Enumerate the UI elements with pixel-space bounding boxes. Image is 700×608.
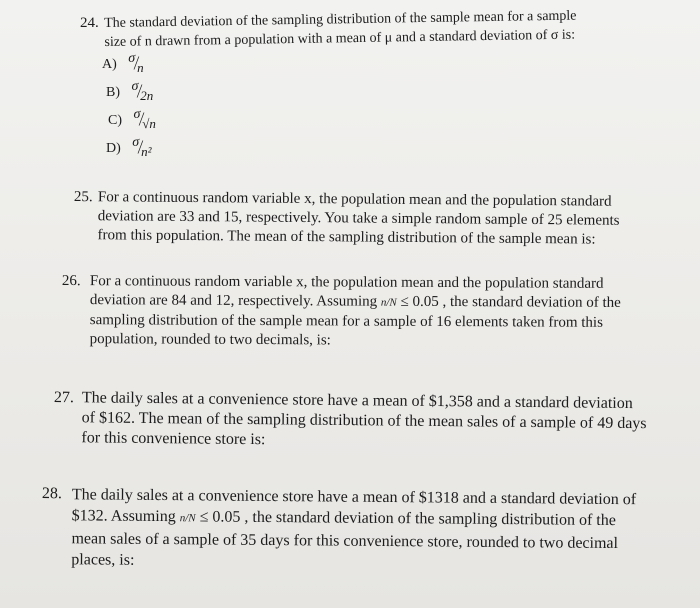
denominator: n² [141, 144, 152, 159]
fraction: σ/2n [131, 79, 154, 103]
numerator: σ [128, 51, 136, 66]
question-text [71, 484, 636, 575]
text-segment: deviation are 84 and 12, respectively. Assuming [89, 292, 378, 310]
question-number: 25. [73, 188, 93, 206]
question-27 [53, 388, 684, 455]
fraction: σ/√n [133, 107, 156, 131]
question-line: of $162. The mean of the sampling distribution of the mean sales of a sample of 49 days [81, 409, 647, 433]
option-label: D) [106, 141, 121, 156]
question-text [81, 388, 647, 454]
text-segment: ≤ 0.05 , the standard deviation of the sampling distribution of the [199, 508, 616, 530]
denominator: √n [142, 116, 156, 131]
option-b[interactable] [106, 79, 154, 103]
denominator: N [389, 296, 397, 309]
condition-fraction: n/N [179, 512, 196, 525]
denominator: N [188, 512, 196, 525]
question-line: The standard deviation of the sampling distribution of the sample mean for a sample [104, 8, 577, 31]
numerator: n [179, 512, 186, 525]
option-label: C) [108, 113, 122, 128]
numerator: σ [133, 107, 141, 122]
question-line: for this convenience store is: [81, 429, 266, 449]
fraction: σ/n² [132, 135, 152, 159]
question-line: The daily sales at a convenience store have a mean of $1,358 and a standard deviation [81, 389, 633, 413]
denominator: 2n [140, 88, 154, 103]
question-text [98, 188, 620, 250]
question-number: 24. [80, 15, 99, 31]
question-text [90, 272, 621, 352]
text-segment: $132. Assuming [71, 507, 176, 526]
question-25 [73, 188, 674, 253]
question-line: places, is: [71, 551, 135, 569]
question-line: population, rounded to two decimals, is: [89, 331, 331, 349]
question-line: The daily sales at a convenience store have a mean of $1318 and a standard deviation of [71, 486, 637, 509]
question-line: from this population. The mean of the sampling distribution of the sample mean is: [97, 227, 596, 248]
question-text [104, 7, 577, 52]
option-label: B) [106, 85, 120, 100]
option-label: A) [102, 57, 117, 72]
question-line: mean sales of a sample of 35 days for this convenience store, rounded to two decimal [71, 530, 619, 553]
numerator: n [380, 296, 387, 309]
option-c[interactable] [108, 107, 156, 131]
option-d[interactable] [106, 135, 152, 159]
question-28 [41, 484, 692, 590]
question-line: For a continuous random variable x, the population mean and the population standard [89, 273, 604, 292]
question-number: 28. [41, 484, 62, 503]
numerator: σ [131, 79, 139, 94]
text-segment: ≤ 0.05 , the standard deviation of the [400, 293, 621, 311]
question-line: For a continuous random variable x, the population mean and the population standard [97, 189, 612, 210]
question-line [90, 291, 621, 314]
option-a[interactable] [102, 51, 144, 75]
denominator: n [137, 60, 144, 75]
fraction: σ/n [128, 51, 144, 75]
question-line: size of n drawn from a population with a mean of μ and a standard deviation of σ is: [104, 27, 576, 50]
question-number: 26. [61, 273, 81, 290]
question-26 [62, 272, 682, 355]
question-line: deviation are 33 and 15, respectively. You take a simple random sample of 25 elements [97, 208, 620, 229]
condition-fraction: n/N [380, 296, 397, 309]
question-24 [80, 8, 680, 174]
question-number: 27. [53, 388, 74, 407]
numerator: σ [132, 135, 140, 150]
question-line: sampling distribution of the sample mean for a sample of 16 elements taken from this [89, 312, 604, 331]
